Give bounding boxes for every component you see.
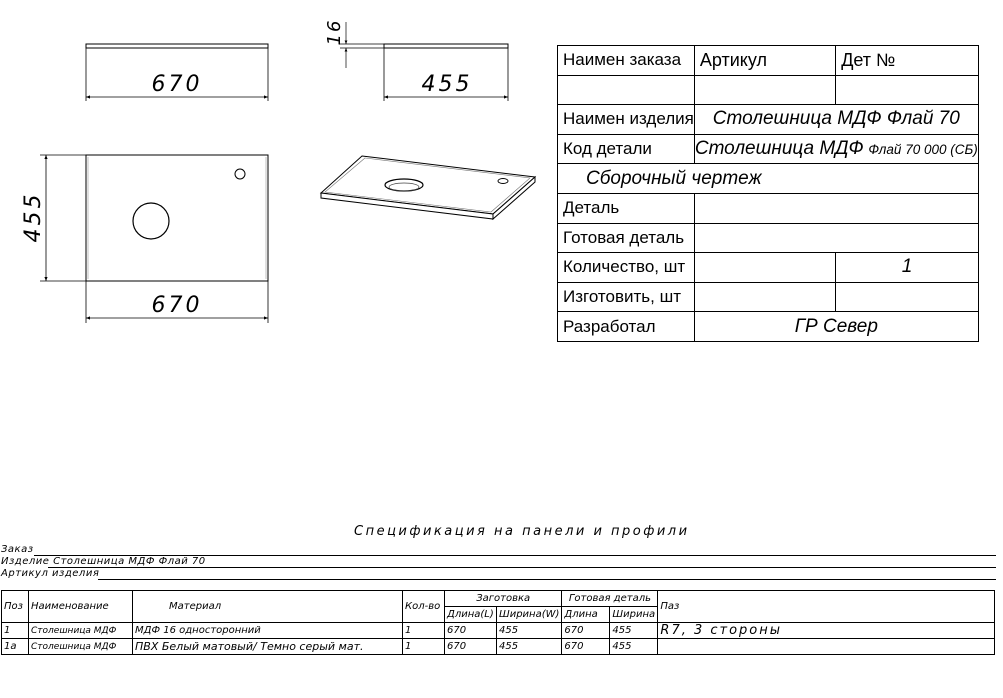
front-view-height-dim: 455 [21, 191, 46, 243]
top-view [86, 44, 268, 101]
manufacture-blank-2 [836, 282, 979, 312]
row-fin-w: 455 [610, 639, 658, 655]
row-pos: 1 [2, 623, 29, 639]
part-value [694, 193, 978, 223]
table-row [2, 623, 995, 639]
row-edge: R7, 3 стороны [658, 623, 995, 639]
side-view [324, 19, 508, 101]
product-name-value: Столешница МДФ Флай 70 [694, 105, 978, 135]
spec-product-value: Столешница МДФ Флай 70 [53, 556, 206, 567]
side-view-depth-dim: 455 [421, 72, 473, 97]
order-name-label: Наимен заказа [558, 46, 695, 76]
spec-header-edge: Паз [658, 591, 995, 623]
iso-tap-hole [498, 179, 508, 184]
spec-product-underline [48, 567, 996, 568]
row-name: Столешница МДФ [29, 639, 133, 655]
order-name-value [558, 75, 695, 105]
title-block [557, 45, 979, 342]
developer-label: Разработал [558, 312, 695, 342]
row-blank-l: 670 [445, 639, 497, 655]
quantity-value: 1 [836, 253, 979, 283]
part-code-value [694, 134, 978, 164]
row-qty: 1 [403, 639, 445, 655]
manufacture-blank-1 [694, 282, 835, 312]
row-fin-l: 670 [562, 623, 610, 639]
spec-header-length-l: Длина(L) [445, 607, 497, 623]
part-code-value-small: Флай 70 000 (СБ) [868, 142, 978, 158]
row-pos: 1а [2, 639, 29, 655]
spec-header-qty: Кол-во [403, 591, 445, 623]
spec-header-name: Наименование [29, 591, 133, 623]
row-qty: 1 [403, 623, 445, 639]
spec-product-label: Изделие [1, 556, 50, 567]
row-blank-w: 455 [497, 623, 562, 639]
row-blank-l: 670 [445, 623, 497, 639]
part-label: Деталь [558, 193, 695, 223]
top-view-width-dim: 670 [151, 72, 203, 97]
spec-article-label: Артикул изделия [1, 568, 100, 579]
manufacture-label: Изготовить, шт [558, 282, 695, 312]
table-row [2, 639, 995, 655]
isometric-view [321, 156, 535, 219]
spec-header-blank: Заготовка [445, 591, 562, 607]
spec-article-line [98, 579, 996, 580]
developer-value: ГР Север [694, 312, 978, 342]
spec-header-width: Ширина [610, 607, 658, 623]
spec-order-label: Заказ [1, 544, 34, 555]
product-name-label: Наимен изделия [558, 105, 695, 135]
sink-hole [133, 203, 169, 239]
quantity-label: Количество, шт [558, 253, 695, 283]
quantity-blank [694, 253, 835, 283]
drawing-type: Сборочный чертеж [558, 164, 979, 194]
finished-part-value [694, 223, 978, 253]
finished-part-label: Готовая деталь [558, 223, 695, 253]
spec-title: Спецификация на панели и профили [354, 524, 690, 539]
side-view-thickness-dim: 16 [324, 18, 345, 46]
spec-header-finished: Готовая деталь [562, 591, 658, 607]
part-no-value [836, 75, 979, 105]
row-fin-l: 670 [562, 639, 610, 655]
spec-header-material: Материал [133, 591, 403, 623]
row-material: МДФ 16 односторонний [133, 623, 403, 639]
part-no-label: Дет № [836, 46, 979, 76]
article-value [694, 75, 835, 105]
spec-product-line [1, 556, 206, 567]
part-code-value-main: Столешница МДФ [694, 138, 864, 160]
part-code-label: Код детали [558, 134, 695, 164]
front-view-width-dim: 670 [151, 293, 203, 318]
row-fin-w: 455 [610, 623, 658, 639]
spec-header-pos: Поз [2, 591, 29, 623]
row-edge [658, 639, 995, 655]
row-name: Столешница МДФ [29, 623, 133, 639]
row-blank-w: 455 [497, 639, 562, 655]
article-label: Артикул [694, 46, 835, 76]
spec-header-length: Длина [562, 607, 610, 623]
row-material: ПВХ Белый матовый/ Темно серый мат. [133, 639, 403, 655]
front-view [21, 155, 268, 323]
tap-hole [235, 169, 245, 179]
spec-header-width-w: Ширина(W) [497, 607, 562, 623]
spec-table [1, 590, 995, 655]
